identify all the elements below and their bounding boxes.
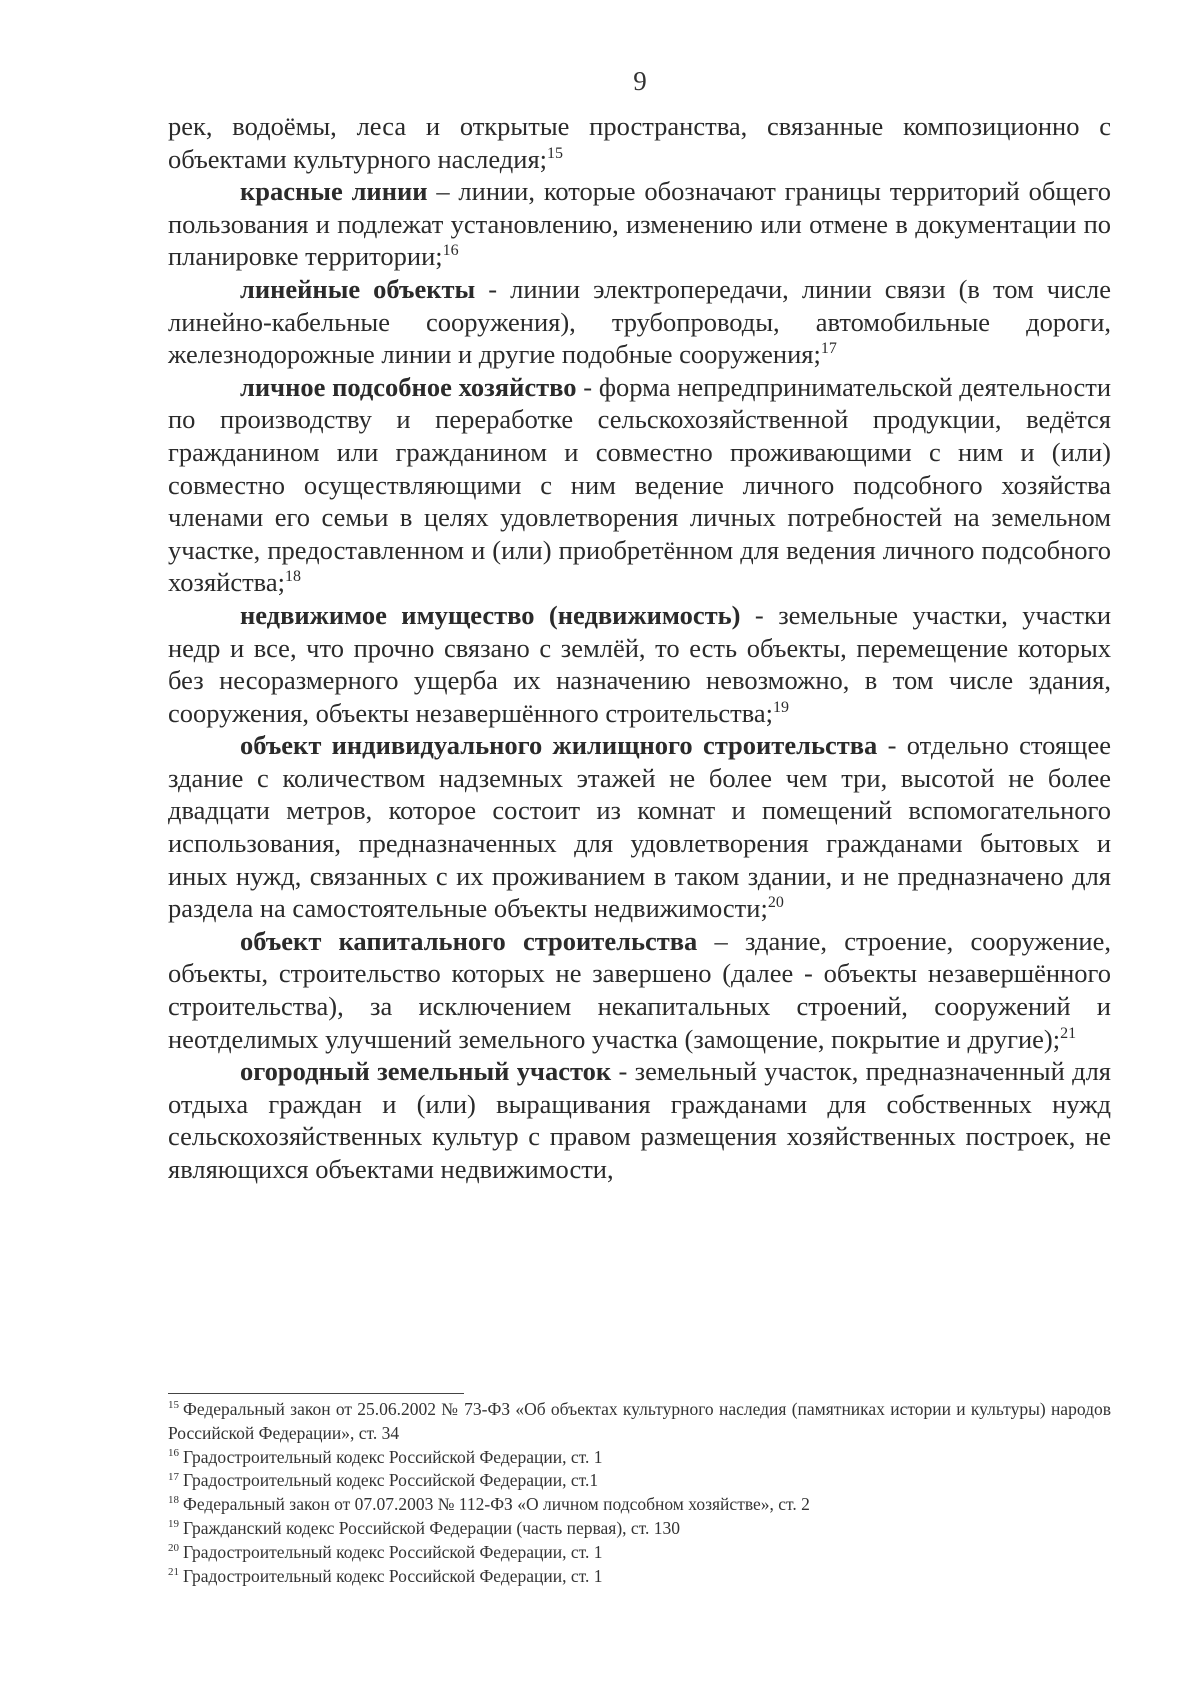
footnote-mark: 17 <box>168 1470 179 1483</box>
definition-paragraph <box>168 1055 1111 1185</box>
footnotes-list <box>168 1398 1111 1588</box>
definition-term: объект индивидуального жилищного строительства <box>240 730 878 761</box>
footnote-text: Градостроительный кодекс Российской Федерации, ст. 1 <box>183 1565 603 1586</box>
footnote-reference[interactable]: 19 <box>773 698 790 716</box>
definition-term: объект капитального строительства <box>240 925 698 956</box>
footnote-mark: 19 <box>168 1518 179 1531</box>
footnote-text: Федеральный закон от 07.07.2003 № 112-ФЗ «О личном подсобном хозяйстве», ст. 2 <box>183 1494 810 1515</box>
definition-paragraph <box>168 273 1111 371</box>
footnote-text: Федеральный закон от 25.06.2002 № 73-ФЗ «Об объектах культурного наследия (памятниках истории и культуры) народов Российской Федерации», ст. 34 <box>168 1399 1111 1443</box>
definition-text: – линии, которые обозначают границы территорий общего пользования и подлежат установлению, изменению или отмене в документации по планировке территории; <box>168 176 1111 272</box>
footnote <box>168 1493 1111 1517</box>
definitions-body <box>168 110 1111 1186</box>
footnote-reference[interactable]: 20 <box>767 894 784 912</box>
definition-text: - форма непредпринимательской деятельности по производству и переработке сельскохозяйственной продукции, ведётся гражданином или гражданином и совместно проживающими с ним и (или) совместно осуществляющими с ним ведение личного подсобного хозяйства членами его семьи в целях удовлетворения личных потребностей на земельном участке, предоставленном и (или) приобретённом для ведения личного подсобного хозяйства; <box>168 371 1111 598</box>
footnote-mark: 16 <box>168 1446 179 1459</box>
definition-text: рек, водоёмы, леса и открытые пространства, связанные композиционно с объектами культурного наследия; <box>168 111 1111 174</box>
definition-paragraph <box>168 729 1111 925</box>
definition-paragraph <box>168 371 1111 599</box>
page-number: 9 <box>633 66 647 96</box>
footnote <box>168 1541 1111 1565</box>
footnote-reference[interactable]: 21 <box>1060 1024 1077 1042</box>
footnote-mark: 20 <box>168 1541 179 1554</box>
footnote-reference[interactable]: 18 <box>284 568 301 586</box>
footnote-reference[interactable]: 16 <box>442 242 459 260</box>
footnote-mark: 15 <box>168 1399 179 1412</box>
definition-paragraph <box>168 925 1111 1055</box>
footnote <box>168 1446 1111 1470</box>
footnote-text: Градостроительный кодекс Российской Федерации, ст.1 <box>183 1470 599 1491</box>
definition-text: - линии электропередачи, линии связи (в том числе линейно-кабельные сооружения), трубопроводы, автомобильные дороги, железнодорожные линии и другие подобные сооружения; <box>168 273 1111 370</box>
footnote-mark: 21 <box>168 1565 179 1578</box>
definition-term: недвижимое имущество (недвижимость) <box>240 599 741 630</box>
definition-text: – здание, строение, сооружение, объекты, строительство которых не завершено (далее - объекты незавершённого строительства), за исключением некапитальных строений, сооружений и неотделимых улучшений земельного участка (замощение, покрытие и другие); <box>168 925 1111 1054</box>
definition-paragraph <box>168 175 1111 273</box>
footnote-text: Гражданский кодекс Российской Федерации (часть первая), ст. 130 <box>183 1517 680 1538</box>
footnote-reference[interactable]: 15 <box>547 144 563 162</box>
definition-term: линейные объекты <box>240 273 476 304</box>
definition-text: - земельные участки, участки недр и все, что прочно связано с землёй, то есть объекты, перемещение которых без несоразмерного ущерба их назначению невозможно, в том числе здания, сооружения, объекты незавершённого строительства; <box>168 599 1112 728</box>
definition-paragraph <box>168 110 1111 175</box>
footnote-text: Градостроительный кодекс Российской Федерации, ст. 1 <box>183 1446 603 1467</box>
definition-term: личное подсобное хозяйство <box>240 371 577 402</box>
footnote-text: Градостроительный кодекс Российской Федерации, ст. 1 <box>183 1541 603 1562</box>
definition-term: огородный земельный участок <box>240 1056 612 1087</box>
footnote <box>168 1565 1111 1589</box>
definition-term: красные линии <box>240 176 428 207</box>
definition-text: - отдельно стоящее здание с количеством надземных этажей не более чем три, высотой не более двадцати метров, которое состоит из комнат и помещений вспомогательного использования, предназначенных для удовлетворения гражданами бытовых и иных нужд, связанных с их проживанием в таком здании, и не предназначено для раздела на самостоятельные объекты недвижимости; <box>168 730 1111 924</box>
footnote-reference[interactable]: 17 <box>820 340 837 358</box>
footnote <box>168 1398 1111 1446</box>
footnote-mark: 18 <box>168 1494 179 1507</box>
footnote-separator <box>168 1393 464 1394</box>
definition-paragraph <box>168 599 1111 729</box>
definition-text: - земельный участок, предназначенный для отдыха граждан и (или) выращивания гражданами для собственных нужд сельскохозяйственных культур с правом размещения хозяйственных построек, не являющихся объектами недвижимости, <box>168 1056 1111 1184</box>
footnote <box>168 1469 1111 1493</box>
footnote <box>168 1517 1111 1541</box>
